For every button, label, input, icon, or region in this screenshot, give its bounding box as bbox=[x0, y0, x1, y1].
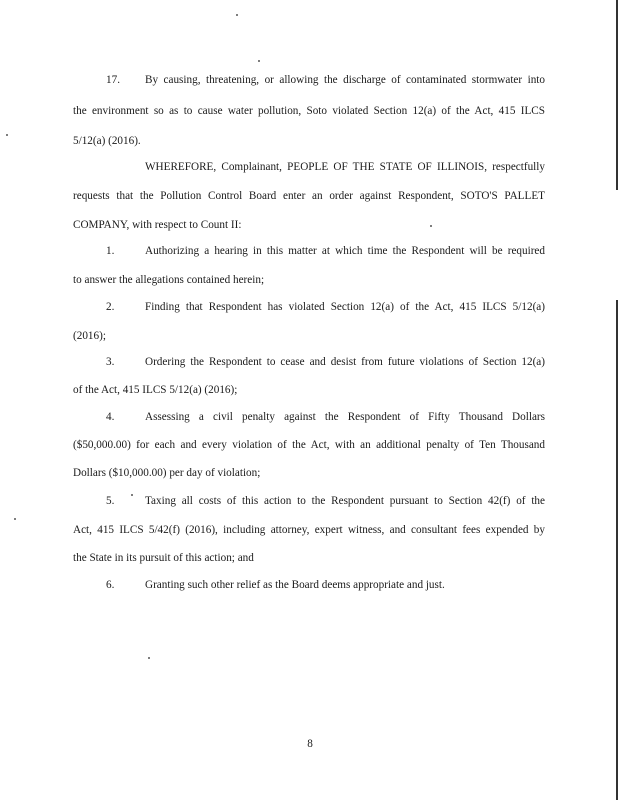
text-line: of the Act, 415 ILCS 5/12(a) (2016); bbox=[73, 384, 238, 396]
text-line: Ordering the Respondent to cease and desist from future violations of Section 12(a) bbox=[145, 356, 545, 368]
item-number: 1. bbox=[106, 245, 115, 257]
item-number: 5. bbox=[106, 495, 115, 507]
text-line: Granting such other relief as the Board deems appropriate and just. bbox=[145, 579, 445, 591]
text-line: Authorizing a hearing in this matter at which time the Respondent will be required bbox=[145, 245, 545, 257]
scan-speck bbox=[258, 60, 260, 62]
text-line: the State in its pursuit of this action; and bbox=[73, 552, 254, 564]
text-line: to answer the allegations contained herein; bbox=[73, 274, 265, 286]
text-line: Dollars ($10,000.00) per day of violation; bbox=[73, 467, 261, 479]
text-line: Taxing all costs of this action to the Respondent pursuant to Section 42(f) of the bbox=[145, 495, 545, 507]
text-line: Act, 415 ILCS 5/42(f) (2016), including attorney, expert witness, and consultant fees expended by bbox=[73, 524, 545, 536]
scan-speck bbox=[430, 225, 432, 227]
text-line: Finding that Respondent has violated Section 12(a) of the Act, 415 ILCS 5/12(a) bbox=[145, 301, 545, 313]
text-line: ($50,000.00) for each and every violation of the Act, with an additional penalty of Ten Thousand bbox=[73, 439, 545, 451]
text-line: COMPANY, with respect to Count II: bbox=[73, 219, 242, 231]
text-line: WHEREFORE, Complainant, PEOPLE OF THE STATE OF ILLINOIS, respectfully bbox=[145, 161, 545, 173]
scan-speck bbox=[14, 518, 16, 520]
paragraph-number: 17. bbox=[106, 74, 120, 86]
scan-speck bbox=[131, 494, 133, 496]
text-line: 5/12(a) (2016). bbox=[73, 135, 141, 147]
text-line: requests that the Pollution Control Board enter an order against Respondent, SOTO'S PALLET bbox=[73, 190, 545, 202]
item-number: 3. bbox=[106, 356, 115, 368]
text-line: Assessing a civil penalty against the Respondent of Fifty Thousand Dollars bbox=[145, 411, 545, 423]
scan-speck bbox=[6, 134, 8, 136]
page-number: 8 bbox=[307, 738, 313, 750]
item-number: 4. bbox=[106, 411, 115, 423]
item-number: 6. bbox=[106, 579, 115, 591]
scan-speck bbox=[236, 14, 238, 16]
scan-speck bbox=[148, 657, 150, 659]
text-line: By causing, threatening, or allowing the discharge of contaminated stormwater into bbox=[145, 74, 545, 86]
item-number: 2. bbox=[106, 301, 115, 313]
text-line: (2016); bbox=[73, 330, 106, 342]
text-line: the environment so as to cause water pollution, Soto violated Section 12(a) of the Act, 415 ILCS bbox=[73, 105, 545, 117]
